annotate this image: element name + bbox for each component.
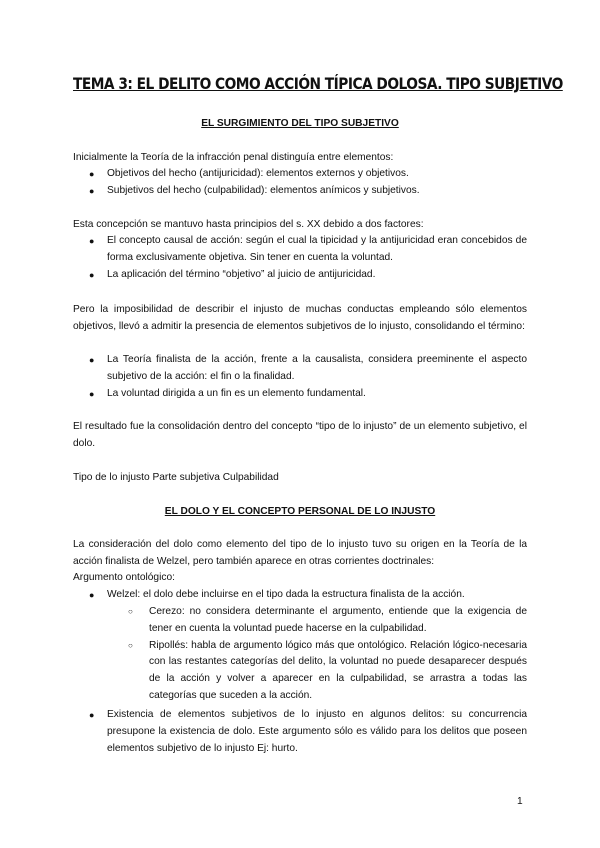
bullet-list-dolo-2 — [73, 707, 527, 757]
section-heading-surgimiento: EL SURGIMIENTO DEL TIPO SUBJETIVO — [201, 118, 399, 129]
paragraph-intro: Inicialmente la Teoría de la infracción penal distinguía entre elementos: — [73, 152, 394, 163]
bullet-icon: ● — [89, 388, 95, 399]
bullet-icon: ● — [89, 710, 95, 720]
bullet-icon: ● — [89, 269, 95, 280]
paragraph-imposibilidad: Pero la imposibilidad de describir el injusto de muchas conductas empleando sólo elementos objetivos, llevó a admitir la presencia de elementos subjetivos de lo injusto, consolidando el término: — [73, 304, 527, 332]
list-item: ● Welzel: el dolo debe incluirse en el tipo dada la estructura finalista de la acción. — [73, 587, 527, 604]
paragraph-consideracion: La consideración del dolo como elemento del tipo de lo injusto tuvo su origen en la Teoría de la acción finalista de Welzel, pero también aparece en otras corrientes doctrinales: — [73, 539, 527, 567]
section-heading-dolo: EL DOLO Y EL CONCEPTO PERSONAL DE LO INJUSTO — [164, 506, 436, 517]
bullet-list-factors — [73, 233, 527, 283]
bullet-icon: ● — [89, 169, 95, 179]
paragraph-concepcion: Esta concepción se mantuvo hasta principios del s. XX debido a dos factores: — [73, 219, 424, 230]
sub-list — [73, 604, 527, 705]
bullet-list-elements — [73, 166, 527, 200]
list-item: ● La voluntad dirigida a un fin es un elemento fundamental. — [73, 386, 527, 403]
circle-bullet-icon: ○ — [128, 640, 133, 650]
sub-list-item: ○ Ripollés: habla de argumento lógico más que ontológico. Relación lógico-necesaria con las restantes categorías del delito, la voluntad no puede desaparecer después de la acción y volver a aparecer en la culpabilidad, se arrastra a todas las categorías que suceden a la acción. — [128, 639, 527, 701]
paragraph-resultado: El resultado fue la consolidación dentro del concepto “tipo de lo injusto” de un elemento subjetivo, el dolo. — [73, 421, 527, 449]
list-item: ● La aplicación del término “objetivo” al juicio de antijuricidad. — [73, 267, 527, 284]
bullet-list-finalista — [73, 352, 527, 402]
list-item: ● La Teoría finalista de la acción, frente a la causalista, considera preeminente el aspecto subjetivo de la acción: el fin o la finalidad. — [89, 354, 527, 382]
list-item: ● Existencia de elementos subjetivos de lo injusto en algunos delitos: su concurrencia presupone la existencia de dolo. Este argumento sólo es válido para los delitos que poseen elementos subjetivo de lo injusto Ej: hurto. — [89, 709, 527, 754]
paragraph-tipo-injusto: Tipo de lo injusto Parte subjetiva Culpabilidad — [73, 472, 279, 483]
page-number: 1 — [517, 796, 523, 807]
paragraph-argumento: Argumento ontológico: — [73, 572, 175, 583]
list-item: ● Subjetivos del hecho (culpabilidad): elementos anímicos y subjetivos. — [73, 183, 527, 200]
list-item: ● Objetivos del hecho (antijuricidad): elementos externos y objetivos. — [73, 166, 527, 183]
bullet-icon: ● — [89, 185, 95, 196]
sub-list-item: ○ Cerezo: no considera determinante el argumento, entiende que la exigencia de tener en cuenta la voluntad puede hacerse en la culpabilidad. — [128, 606, 527, 634]
bullet-icon: ● — [89, 355, 95, 365]
bullet-list-dolo — [73, 587, 527, 604]
list-item: ● El concepto causal de acción: según el cual la tipicidad y la antijuricidad eran concebidos de forma exclusivamente objetiva. Sin tener en cuenta la voluntad. — [89, 235, 527, 263]
bullet-icon: ● — [89, 236, 95, 246]
bullet-icon: ● — [89, 590, 95, 600]
sub-list-container — [73, 604, 527, 705]
document-title: TEMA 3: EL DELITO COMO ACCIÓN TÍPICA DOLOSA. TIPO SUBJETIVO — [73, 74, 563, 93]
circle-bullet-icon: ○ — [128, 607, 133, 616]
